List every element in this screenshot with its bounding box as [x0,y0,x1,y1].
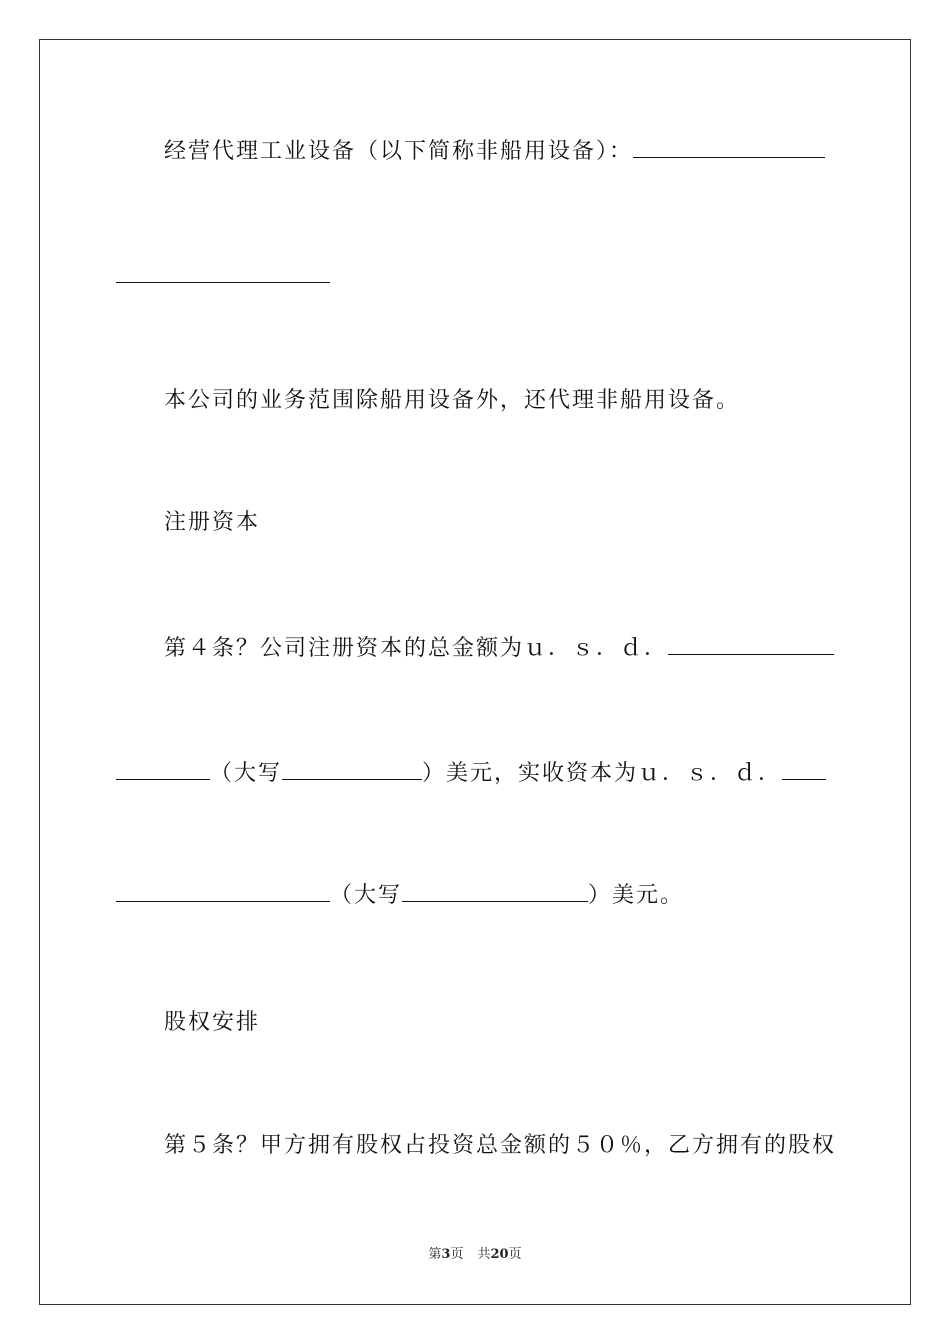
fill-blank[interactable] [116,260,330,283]
fill-blank[interactable] [282,757,422,780]
fill-blank[interactable] [782,757,826,780]
page-border [39,39,911,1305]
page-footer [0,1246,950,1264]
paid-capital-text: ）美元，实收资本为ｕ．ｓ．ｄ． [422,761,783,786]
footer-total-pages: 20 [490,1247,509,1262]
blank-continuation-line [116,260,834,294]
footer-page-suffix: 页 [450,1247,464,1262]
fill-blank[interactable] [633,135,825,158]
heading-text: 股权安排 [164,1010,261,1035]
business-scope-text: 本公司的业务范围除船用设备外，还代理非船用设备。 [164,388,741,413]
currency-text: ）美元。 [588,883,685,908]
article-4-line-1 [116,632,834,666]
uppercase-label: （大写 [330,883,403,908]
paragraph-scope-line [116,135,834,169]
footer-page-number: 3 [441,1247,451,1262]
article-5-line-1 [116,1129,837,1163]
fill-blank[interactable] [668,632,834,655]
article-4-text: 第４条？公司注册资本的总金额为ｕ．ｓ．ｄ． [164,636,669,661]
article-4-line-3 [116,879,834,913]
fill-blank[interactable] [116,879,330,902]
footer-total-suffix: 页 [508,1247,522,1262]
fill-blank[interactable] [116,757,210,780]
heading-text: 注册资本 [164,510,261,535]
section-heading-registered-capital [116,506,834,540]
paragraph-business-scope [116,384,834,418]
article-4-line-2 [116,757,834,791]
uppercase-label: （大写 [210,761,283,786]
footer-total-prefix: 共 [477,1247,491,1262]
footer-prefix: 第 [428,1247,442,1262]
fill-blank[interactable] [402,879,588,902]
article-5-text: 第５条？甲方拥有股权占投资总金额的５０％，乙方拥有的股权 [164,1133,837,1158]
section-heading-equity [116,1006,834,1040]
scope-text: 经营代理工业设备（以下简称非船用设备）： [164,139,634,164]
